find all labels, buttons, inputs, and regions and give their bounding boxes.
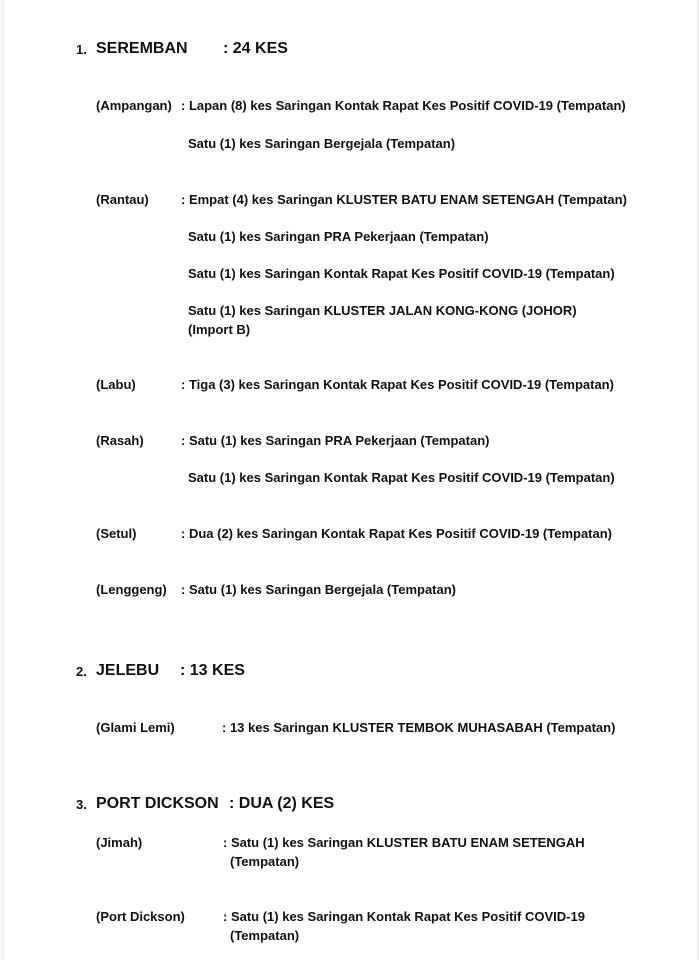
case-line: : Satu (1) kes Saringan PRA Pekerjaan (Tempatan) bbox=[181, 433, 490, 448]
section-number: 3. bbox=[76, 797, 87, 812]
area-label: (Labu) bbox=[96, 377, 136, 392]
case-line: (Tempatan) bbox=[230, 854, 300, 869]
case-line: : Empat (4) kes Saringan KLUSTER BATU ENAM SETENGAH (Tempatan) bbox=[181, 192, 627, 207]
area-label: (Jimah) bbox=[96, 835, 143, 850]
case-line: : Satu (1) kes Saringan Bergejala (Tempatan) bbox=[181, 582, 456, 597]
case-line: Satu (1) kes Saringan KLUSTER JALAN KONG-KONG (JOHOR) bbox=[188, 303, 577, 318]
section-title: JELEBU bbox=[96, 662, 160, 679]
section-count: : 13 KES bbox=[180, 662, 245, 679]
case-line: : Lapan (8) kes Saringan Kontak Rapat Kes Positif COVID-19 (Tempatan) bbox=[181, 98, 626, 113]
case-line: : Dua (2) kes Saringan Kontak Rapat Kes Positif COVID-19 (Tempatan) bbox=[181, 526, 613, 541]
area-label: (Ampangan) bbox=[96, 98, 172, 113]
area-label: (Rantau) bbox=[96, 192, 149, 207]
area-label: (Port Dickson) bbox=[96, 909, 185, 924]
section-number: 1. bbox=[76, 42, 87, 57]
section-count: : DUA (2) KES bbox=[229, 795, 335, 812]
case-line: Satu (1) kes Saringan PRA Pekerjaan (Tempatan) bbox=[188, 229, 489, 244]
case-line: Satu (1) kes Saringan Bergejala (Tempatan) bbox=[188, 136, 456, 151]
section-number: 2. bbox=[76, 664, 87, 679]
case-line: : 13 kes Saringan KLUSTER TEMBOK MUHASABAH (Tempatan) bbox=[222, 720, 616, 735]
case-line: : Satu (1) kes Saringan Kontak Rapat Kes Positif COVID-19 bbox=[223, 909, 585, 924]
case-line: (Tempatan) bbox=[230, 928, 300, 943]
case-line: Satu (1) kes Saringan Kontak Rapat Kes Positif COVID-19 (Tempatan) bbox=[188, 470, 615, 485]
document-page bbox=[4, 0, 697, 960]
section-title: SEREMBAN bbox=[96, 40, 188, 57]
area-label: (Glami Lemi) bbox=[96, 720, 175, 735]
case-line: Satu (1) kes Saringan Kontak Rapat Kes Positif COVID-19 (Tempatan) bbox=[188, 266, 615, 281]
section-title: PORT DICKSON bbox=[96, 795, 219, 812]
area-label: (Rasah) bbox=[96, 433, 144, 448]
section-count: : 24 KES bbox=[223, 40, 288, 57]
case-line: (Import B) bbox=[188, 322, 251, 337]
case-line: : Tiga (3) kes Saringan Kontak Rapat Kes Positif COVID-19 (Tempatan) bbox=[181, 377, 614, 392]
area-label: (Setul) bbox=[96, 526, 137, 541]
area-label: (Lenggeng) bbox=[96, 582, 167, 597]
case-line: : Satu (1) kes Saringan KLUSTER BATU ENAM SETENGAH bbox=[223, 835, 585, 850]
